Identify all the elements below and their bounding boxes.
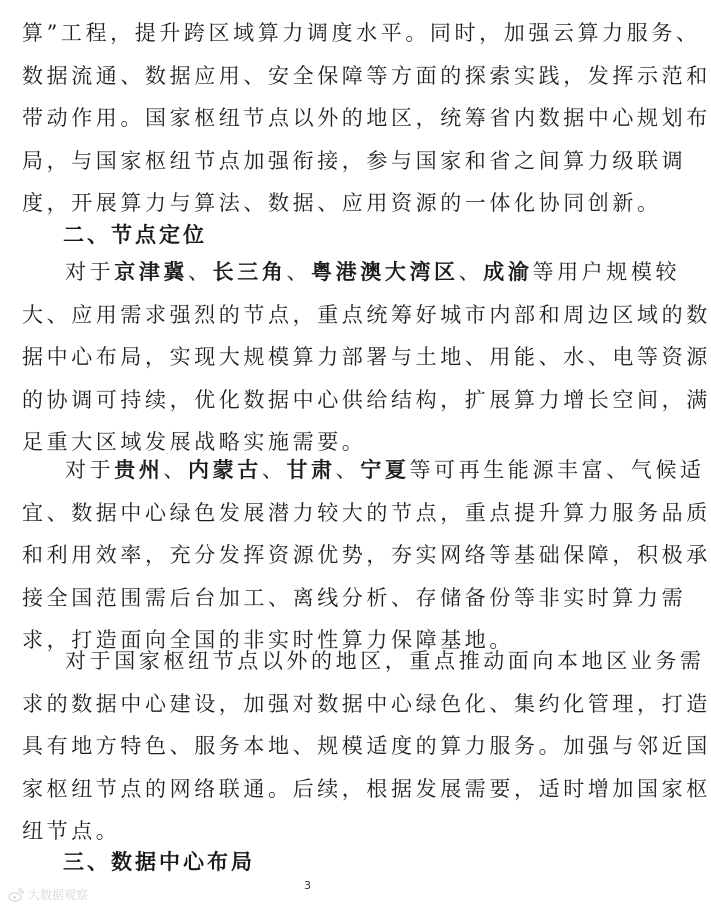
text-line: 接全国范围需后台加工、离线分析、存储备份等非实时算力需 (22, 585, 687, 610)
paragraph-intro (22, 12, 711, 225)
line-tail: 等用户规模较 (532, 260, 681, 284)
region-name: 京津冀 (114, 260, 189, 284)
text-line: 对于国家枢纽节点以外的地区，重点推动面向本地区业务需 (65, 649, 705, 673)
text-line: 足重大区域发展战略实施需要。 (22, 430, 367, 454)
region-name: 长三角 (212, 260, 287, 284)
region-name: 内蒙古 (188, 458, 262, 482)
lead-text: 对于 (65, 458, 115, 482)
text-line: 数据流通、数据应用、安全保障等方面的探索实践，发挥示范和 (22, 63, 711, 88)
text-line: 宜、数据中心绿色发展潜力较大的节点，重点提升算力服务品质 (22, 500, 711, 525)
region-name: 成渝 (483, 260, 533, 284)
paragraph-user-scale-nodes (22, 251, 711, 464)
line-tail: 等可再生能源丰富、气候适 (409, 458, 705, 482)
watermark-text: 大数据观察 (28, 888, 89, 902)
section-heading-node-positioning: 二、节点定位 (63, 223, 207, 247)
text-line (22, 251, 681, 294)
region-name: 甘肃 (286, 458, 336, 482)
region-name: 粤港澳大湾区 (311, 260, 459, 284)
text-line: 局，与国家枢纽节点加强衔接，参与国家和省之间算力级联调 (22, 148, 687, 173)
separator: 、 (335, 458, 361, 482)
paragraph-other-regions (22, 640, 711, 853)
page-number: 3 (304, 879, 311, 892)
text-line: 求，打造面向全国的非实时性算力保障基地。 (22, 628, 514, 652)
text-line: 和利用效率，充分发挥资源优势，夯实网络等基础保障，积极承 (22, 543, 711, 567)
watermark (8, 886, 88, 903)
separator: 、 (163, 458, 189, 482)
section-heading-data-center-layout: 三、数据中心布局 (63, 850, 255, 874)
region-name: 宁夏 (360, 458, 410, 482)
text-line: 大、应用需求强烈的节点，重点统筹好城市内部和周边区域的数 (22, 302, 711, 327)
weibo-icon (8, 887, 24, 903)
text-line (22, 449, 705, 492)
text-line: 度，开展算力与算法、数据、应用资源的一体化协同创新。 (22, 191, 662, 215)
text-line: 纽节点。 (22, 819, 121, 843)
region-name: 贵州 (114, 458, 164, 482)
text-line: 具有地方特色、服务本地、规模适度的算力服务。加强与邻近国 (22, 734, 711, 758)
text-line: 的协调可持续，优化数据中心供给结构，扩展算力增长空间，满 (22, 387, 711, 412)
text-line: 带动作用。国家枢纽节点以外的地区，统筹省内数据中心规划布 (22, 106, 711, 130)
separator: 、 (286, 260, 312, 284)
text-line: 求的数据中心建设，加强对数据中心绿色化、集约化管理，打造 (22, 691, 711, 716)
lead-text: 对于 (65, 260, 115, 284)
text-line: 算”工程，提升跨区域算力调度水平。同时，加强云算力服务、 (22, 21, 701, 45)
separator: 、 (188, 260, 213, 284)
separator: 、 (458, 260, 484, 284)
text-line: 据中心布局，实现大规模算力部署与土地、用能、水、电等资源 (22, 345, 711, 369)
text-line: 家枢纽节点的网络联通。后续，根据发展需要，适时增加国家枢 (22, 776, 711, 801)
separator: 、 (261, 458, 287, 482)
